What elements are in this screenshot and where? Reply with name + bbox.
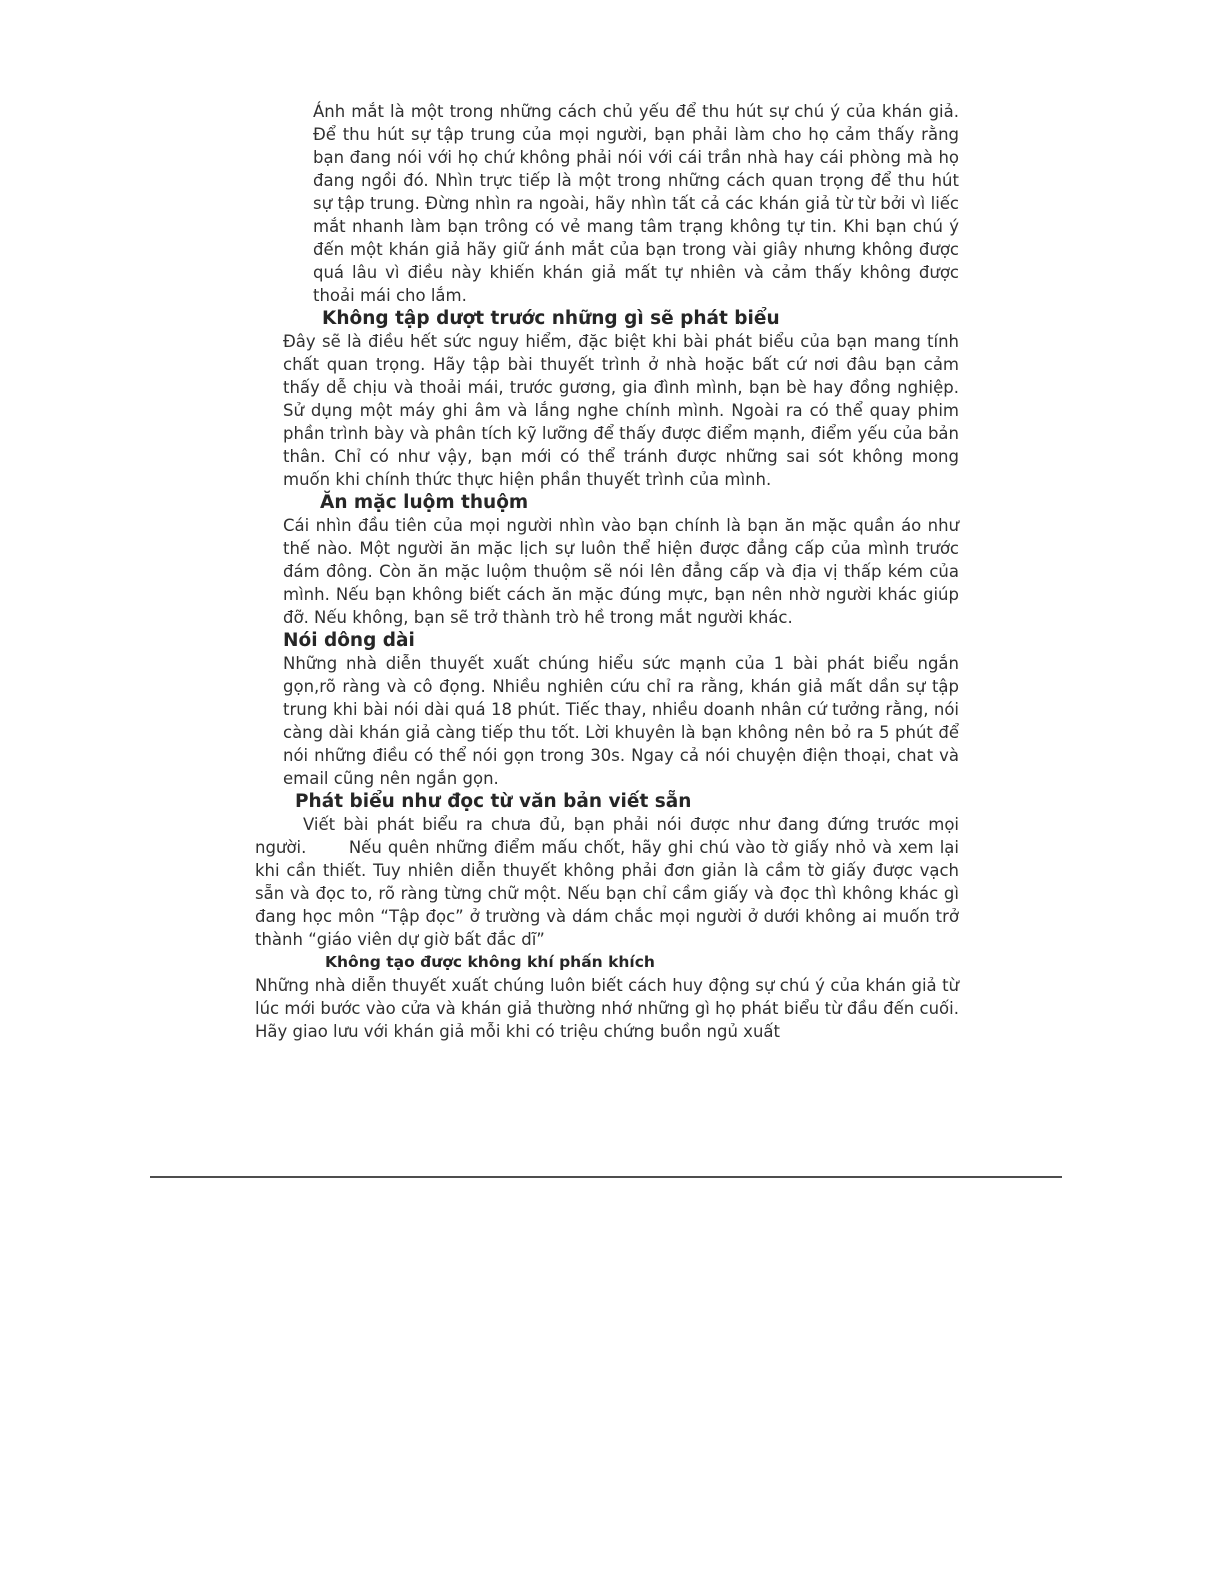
paragraph-no-excitement: Những nhà diễn thuyết xuất chúng luôn biết cách huy động sự chú ý của khán giả từ lúc mới bước vào cửa và khán giả thường nhớ những gì họ phát biểu từ đầu đến cuối. Hãy giao lưu với khán giả mỗi khi có triệu chứng buồn ngủ xuất [255,976,959,1041]
paragraph-rehearsal: Đây sẽ là điều hết sức nguy hiểm, đặc biệt khi bài phát biểu của bạn mang tính chất quan trọng. Hãy tập bài thuyết trình ở nhà hoặc bất cứ nơi đâu bạn cảm thấy dễ chịu và thoải mái, trước gương, gia đình mình, bạn bè hay đồng nghiệp. Sử dụng một máy ghi âm và lắng nghe chính mình. Ngoài ra có thể quay phim phần trình bày và phân tích kỹ lưỡng để thấy được điểm mạnh, điểm yếu của bản thân. Chỉ có như vậy, bạn mới có thể tránh được những sai sót không mong muốn khi chính thức thực hiện phần thuyết trình của mình. [283,332,959,489]
document-body [255,100,959,1043]
page-divider [150,1176,1062,1178]
heading-rambling: Nói dông dài [283,630,415,651]
heading-reading-from-script: Phát biểu như đọc từ văn bản viết sẵn [295,791,692,812]
heading-no-rehearsal: Không tập dượt trước những gì sẽ phát biểu [322,308,780,329]
heading-no-excitement: Không tạo được không khí phấn khích [325,953,655,971]
paragraph-reading-from-script: Viết bài phát biểu ra chưa đủ, bạn phải nói được như đang đứng trước mọi người. Nếu quên những điểm mấu chốt, hãy ghi chú vào tờ giấy nhỏ và xem lại khi cần thiết. Tuy nhiên diễn thuyết không phải đơn giản là cầm tờ giấy được vạch sẵn và đọc to, rõ ràng từng chữ một. Nếu bạn chỉ cầm giấy và đọc thì không khác gì đang học môn “Tập đọc” ở trường và dám chắc mọi người ở dưới không ai muốn trở thành “giáo viên dự giờ bất đắc dĩ” [255,815,959,949]
paragraph-eye-contact: Ánh mắt là một trong những cách chủ yếu để thu hút sự chú ý của khán giả. Để thu hút sự tập trung của mọi người, bạn phải làm cho họ cảm thấy rằng bạn đang nói với họ chứ không phải nói với cái trần nhà hay cái phòng mà họ đang ngồi đó. Nhìn trực tiếp là một trong những cách quan trọng để thu hút sự tập trung. Đừng nhìn ra ngoài, hãy nhìn tất cả các khán giả từ từ bởi vì liếc mắt nhanh làm bạn trông có vẻ mang tâm trạng không tự tin. Khi bạn chú ý đến một khán giả hãy giữ ánh mắt của bạn trong vài giây nhưng không được quá lâu vì điều này khiến khán giả mất tự nhiên và cảm thấy không được thoải mái cho lắm. [313,102,959,305]
paragraph-dress: Cái nhìn đầu tiên của mọi người nhìn vào bạn chính là bạn ăn mặc quần áo như thế nào. Một người ăn mặc lịch sự luôn thể hiện được đẳng cấp của mình trước đám đông. Còn ăn mặc luộm thuộm sẽ nói lên đẳng cấp và địa vị thấp kém của mình. Nếu bạn không biết cách ăn mặc đúng mực, bạn nên nhờ người khác giúp đỡ. Nếu không, bạn sẽ trở thành trò hề trong mắt người khác. [283,516,959,627]
heading-sloppy-dress: Ăn mặc luộm thuộm [320,492,529,513]
paragraph-rambling: Những nhà diễn thuyết xuất chúng hiểu sức mạnh của 1 bài phát biểu ngắn gọn,rõ ràng và cô đọng. Nhiều nghiên cứu chỉ ra rằng, khán giả mất dần sự tập trung khi bài nói dài quá 18 phút. Tiếc thay, nhiều doanh nhân cứ tưởng rằng, nói càng dài khán giả càng tiếp thu tốt. Lời khuyên là bạn không nên bỏ ra 5 phút để nói những điều có thể nói gọn trong 30s. Ngay cả nói chuyện điện thoại, chat và email cũng nên ngắn gọn. [283,654,959,788]
